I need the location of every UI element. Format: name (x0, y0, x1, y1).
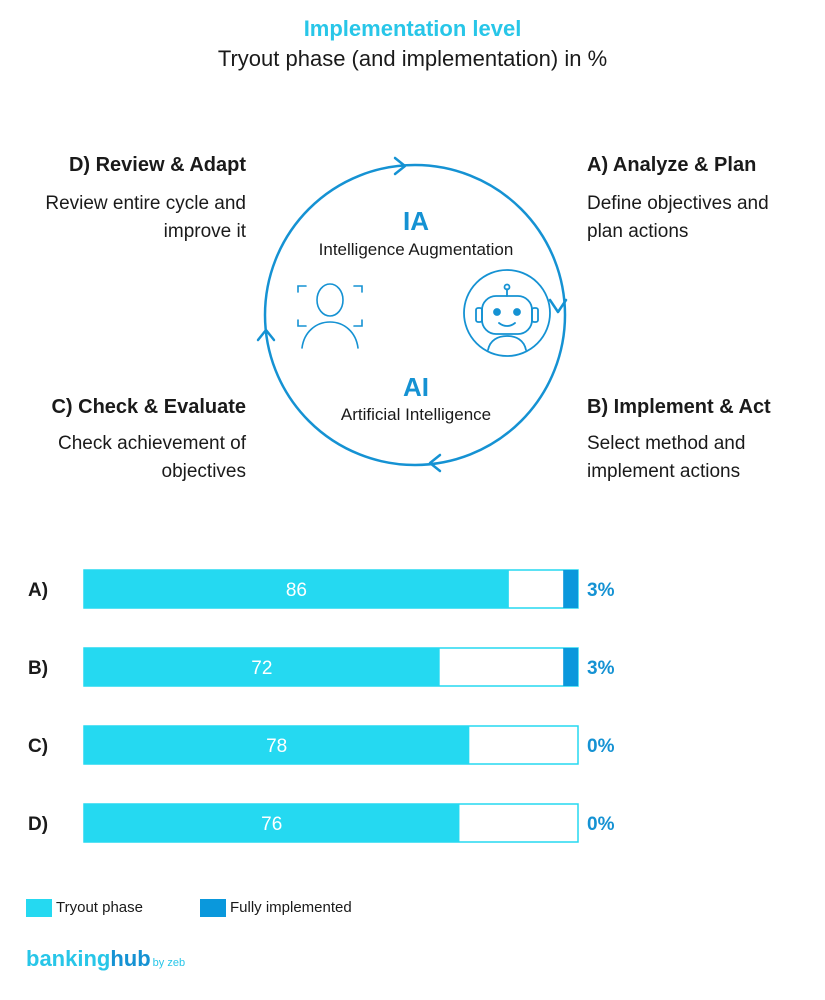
step-b-title: B) Implement & Act (587, 396, 771, 418)
category-label: A) (28, 580, 49, 601)
bar-implemented (563, 570, 578, 608)
step-d-desc: Review entire cycle and improve it (45, 193, 246, 242)
category-label: B) (28, 658, 49, 679)
chart-subtitle: Tryout phase (and implementation) in % (217, 46, 608, 71)
tryout-value-label: 86 (285, 580, 307, 601)
step-a-title: A) Analyze & Plan (587, 154, 757, 176)
ai-name: Artificial Intelligence (340, 405, 492, 424)
cycle-diagram (250, 150, 580, 480)
legend-label-implemented: Fully implemented (230, 899, 352, 916)
step-a-desc: Define objectives and plan actions (587, 193, 769, 242)
bar-implemented (563, 648, 578, 686)
tryout-value-label: 78 (266, 736, 288, 757)
ia-code: IA (403, 206, 429, 236)
legend-swatch-implemented (200, 899, 226, 917)
bar-chart (0, 555, 825, 855)
brand-logo-part2: hub (110, 946, 151, 971)
step-d-title: D) Review & Adapt (68, 154, 246, 176)
tryout-value-label: 76 (261, 814, 283, 835)
implemented-value-label: 0% (587, 736, 615, 757)
implemented-value-label: 3% (587, 658, 615, 679)
ai-code: AI (403, 372, 429, 402)
step-c-desc: Check achievement of objectives (58, 433, 246, 482)
brand-logo-byline: by zeb (152, 957, 186, 969)
step-c-title: C) Check & Evaluate (51, 396, 246, 418)
implemented-value-label: 3% (587, 580, 615, 601)
legend-swatch-tryout (26, 899, 52, 917)
legend-label-tryout: Tryout phase (56, 899, 143, 916)
person-face-scan-icon (298, 284, 362, 348)
category-label: C) (28, 736, 49, 757)
brand-logo (26, 946, 185, 972)
brand-logo-part1: banking (26, 946, 111, 971)
implemented-value-label: 0% (587, 814, 615, 835)
robot-icon (464, 270, 550, 356)
tryout-value-label: 72 (251, 658, 273, 679)
category-label: D) (28, 814, 49, 835)
ia-name: Intelligence Augmentation (318, 240, 514, 259)
chart-title: Implementation level (303, 16, 522, 41)
step-b-desc: Select method and implement actions (587, 433, 746, 482)
